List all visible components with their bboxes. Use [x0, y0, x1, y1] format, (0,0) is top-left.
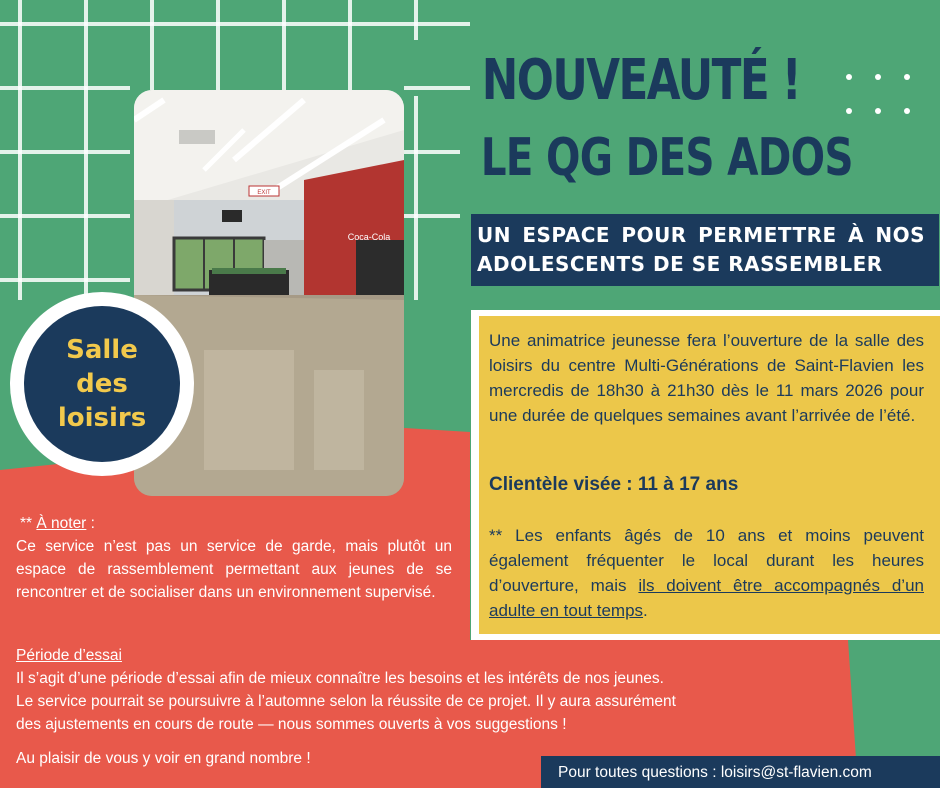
dots-decoration — [846, 74, 916, 122]
info-paragraph: Une animatrice jeunesse fera l’ouverture de la salle des loisirs du centre Multi-Générations de Saint-Flavien les mercredis de 18h30 à 21h30 dès le 11 mars 2026 pour une durée de quelques semaines avant l’arrivée de l’été. — [489, 331, 924, 425]
essai-heading: Période d’essai — [16, 647, 122, 664]
note-body: Ce service n’est pas un service de garde, mais plutôt un espace de rassemblement permettant aux jeunes de se rencontrer et de socialiser dans un environnement supervisé. — [16, 538, 452, 601]
headline-qg-des-ados: LE QG DES ADOS — [480, 128, 853, 188]
info-note: ** Les enfants âgés de 10 ans et moins peuvent également fréquenter le local durant les heures d’ouverture, mais ils doivent être accompagnés d’un adulte en tout temps. — [489, 526, 924, 620]
note-heading: À noter — [36, 515, 87, 532]
subtitle-text: UN ESPACE POUR PERMETTRE À NOS ADOLESCENTS DE SE RASSEMBLER — [477, 223, 925, 276]
exit-sign-text: EXIT — [257, 190, 271, 196]
clientele-heading: Clientèle visée : 11 à 17 ans — [489, 474, 739, 495]
note-section: ** À noter : Ce service n’est pas un service de garde, mais plutôt un espace de rassemblement permettant aux jeunes de se rencontrer et de socialiser dans un environnement supervisé. — [16, 512, 452, 604]
cola-sign-text: Coca-Cola — [347, 232, 391, 242]
closing-text: Au plaisir de vous y voir en grand nombre ! — [16, 750, 311, 767]
headline-nouveaute: NOUVEAUTÉ ! — [481, 48, 801, 113]
badge-label: Salle des loisirs — [57, 335, 147, 433]
salle-des-loisirs-badge — [24, 306, 180, 462]
contact-email[interactable]: Pour toutes questions : loisirs@st-flavien.com — [558, 764, 872, 781]
essai-section: Période d’essai Il s’agit d’une période d’essai afin de mieux connaître les besoins et les intérêts de nos jeunes. Le service pourrait se poursuivre à l’automne selon la réussite de ce projet. Il y aura assurément des ajustements en cours de route — nous sommes ouverts à vos suggestions ! — [16, 644, 846, 736]
